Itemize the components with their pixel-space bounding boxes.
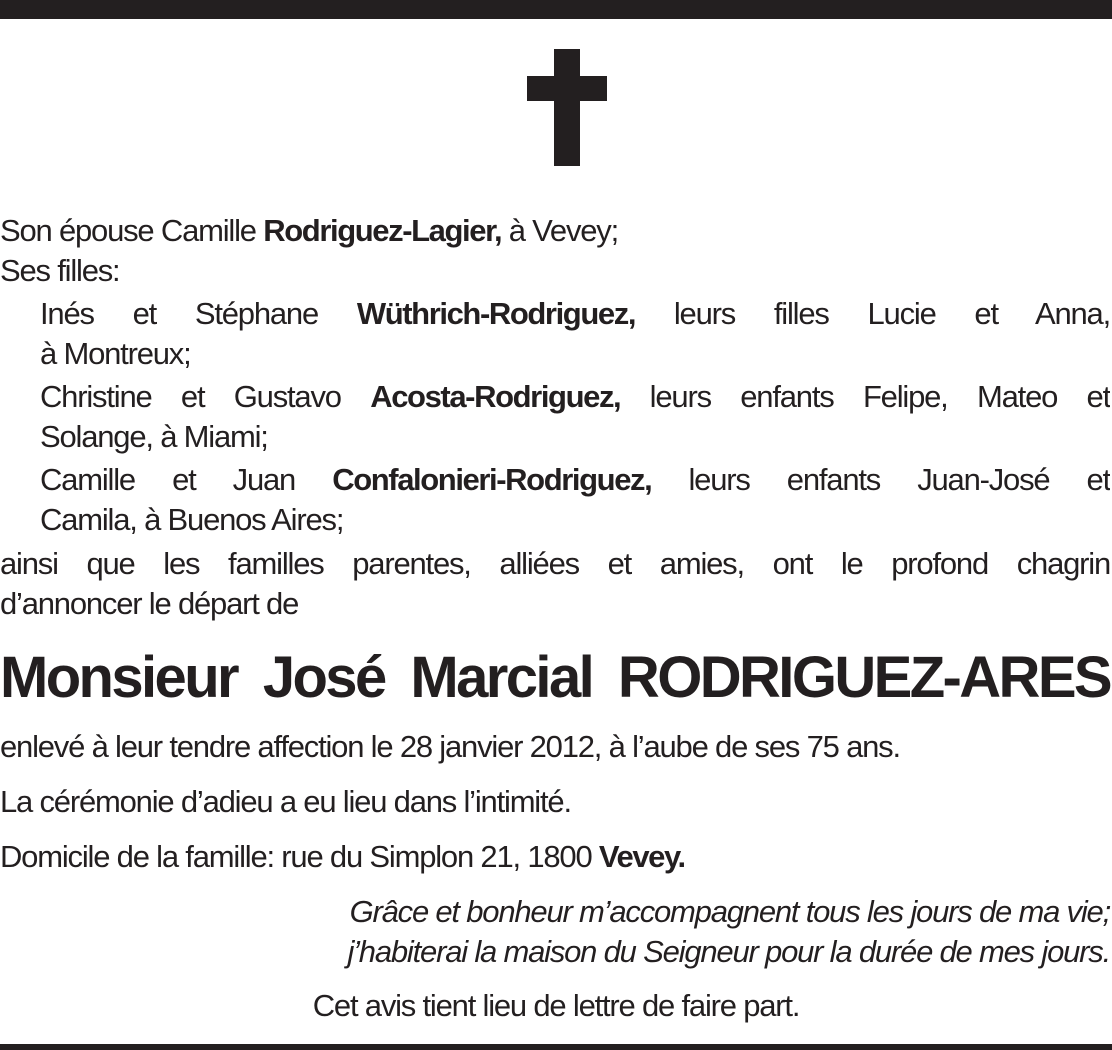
family-2-line: Christine et Gustavo Acosta-Rodriguez, leurs enfants Felipe, Mateo et — [40, 379, 1110, 414]
verse-line-2: j’habiterai la maison du Seigneur pour la durée de mes jours. — [347, 934, 1110, 969]
family-3-surname: Confalonieri-Rodriguez, — [332, 462, 652, 497]
footer-note: Cet avis tient lieu de lettre de faire part. — [312, 988, 800, 1023]
closing-line-2: d’annoncer le départ de — [0, 586, 299, 621]
family-2-surname: Acosta-Rodriguez, — [370, 379, 621, 414]
domicile-line: Domicile de la famille: rue du Simplon 21, 1800 Vevey. — [0, 839, 685, 874]
bottom-rule — [0, 1044, 1112, 1050]
family-2-location: Solange, à Miami; — [40, 419, 268, 454]
spouse-surname: Rodriguez-Lagier, — [263, 213, 502, 248]
verse-line-1: Grâce et bonheur m’accompagnent tous les jours de ma vie; — [349, 894, 1110, 929]
family-3-location: Camila, à Buenos Aires; — [40, 502, 344, 537]
daughters-heading: Ses filles: — [0, 253, 120, 288]
closing-line-1: ainsi que les familles parentes, alliées et amies, ont le profond chagrin — [0, 546, 1110, 581]
family-1-surname: Wüthrich-Rodriguez, — [356, 296, 636, 331]
family-1-line: Inés et Stéphane Wüthrich-Rodriguez, leurs filles Lucie et Anna, — [40, 296, 1110, 331]
ceremony-line: La cérémonie d’adieu a eu lieu dans l’intimité. — [0, 784, 571, 819]
family-1-location: à Montreux; — [40, 336, 191, 371]
death-line: enlevé à leur tendre affection le 28 janvier 2012, à l’aube de ses 75 ans. — [0, 729, 900, 764]
deceased-name: Monsieur José Marcial RODRIGUEZ-ARES — [0, 645, 1110, 710]
spouse-line: Son épouse Camille Rodriguez-Lagier, à Vevey; — [0, 213, 619, 248]
domicile-city: Vevey. — [598, 839, 685, 874]
top-rule — [0, 0, 1112, 19]
family-3-line: Camille et Juan Confalonieri-Rodriguez, leurs enfants Juan-José et — [40, 462, 1110, 497]
cross-icon — [527, 49, 607, 166]
